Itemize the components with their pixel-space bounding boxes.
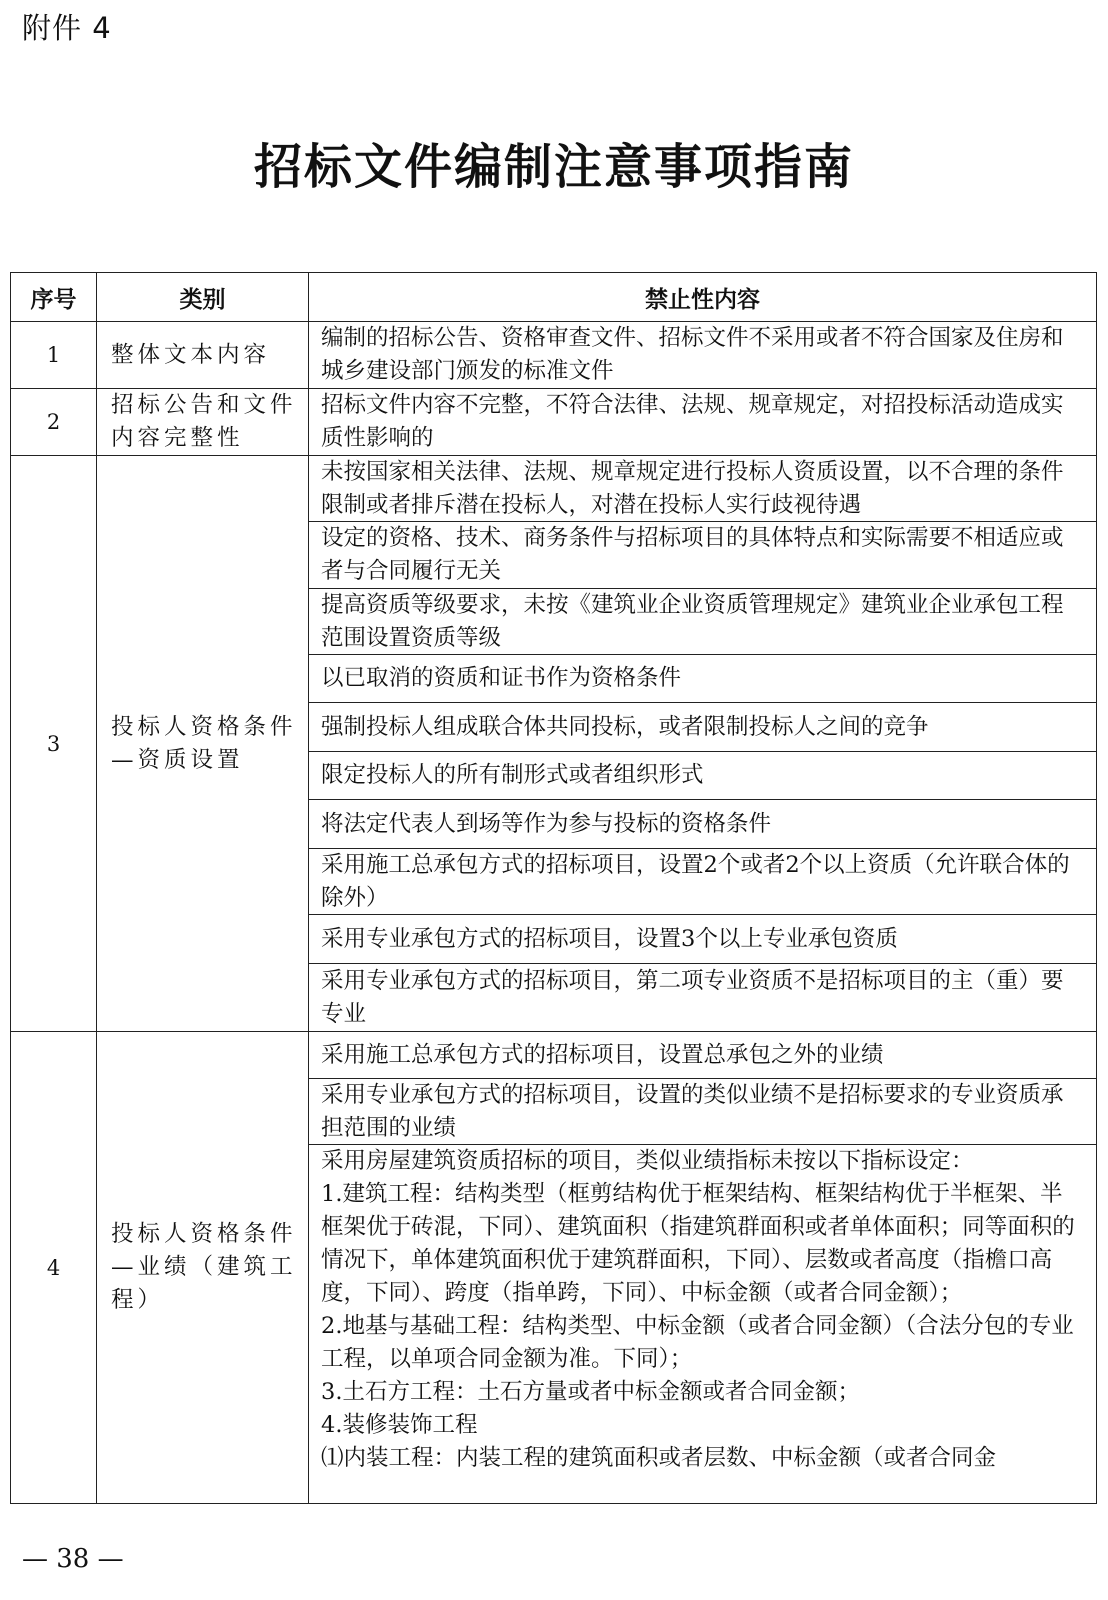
content-item: 将法定代表人到场等作为参与投标的资格条件	[309, 800, 1096, 849]
content-item-criteria	[309, 1145, 1096, 1503]
row-category: 整体文本内容	[97, 322, 309, 389]
criteria-intro: 采用房屋建筑资质招标的项目，类似业绩指标未按以下指标设定：	[321, 1148, 974, 1174]
content-item: 提高资质等级要求，未按《建筑业企业资质管理规定》建筑业企业承包工程范围设置资质等级	[309, 589, 1096, 655]
table-header-row	[11, 273, 1097, 322]
content-item: 采用专业承包方式的招标项目，设置3个以上专业承包资质	[309, 915, 1096, 964]
content-item: 设定的资格、技术、商务条件与招标项目的具体特点和实际需要不相适应或者与合同履行无关	[309, 522, 1096, 589]
row-category: 投标人资格条件—资质设置	[97, 456, 309, 1032]
page-title: 招标文件编制注意事项指南	[253, 139, 854, 195]
header-content: 禁止性内容	[309, 273, 1097, 322]
header-category: 类别	[97, 273, 309, 322]
row-category: 投标人资格条件—业绩（建筑工程）	[97, 1032, 309, 1504]
row-content-group	[309, 1032, 1097, 1504]
content-item: 限定投标人的所有制形式或者组织形式	[309, 752, 1096, 800]
table-row	[11, 389, 1097, 456]
row-category: 招标公告和文件内容完整性	[97, 389, 309, 456]
annex-label: 附件 4	[22, 11, 112, 45]
row-number: 3	[11, 456, 97, 1032]
row-number: 1	[11, 322, 97, 389]
content-item: 未按国家相关法律、法规、规章规定进行投标人资质设置，以不合理的条件限制或者排斥潜在投标人，对潜在投标人实行歧视待遇	[309, 456, 1096, 522]
content-item: 采用施工总承包方式的招标项目，设置2个或者2个以上资质（允许联合体的除外）	[309, 849, 1096, 915]
table-row	[11, 456, 1097, 1032]
table-row	[11, 1032, 1097, 1504]
criteria-line: 4.装修装饰工程	[321, 1412, 478, 1438]
content-item: 采用专业承包方式的招标项目，第二项专业资质不是招标项目的主（重）要专业	[321, 967, 1064, 1027]
row-number: 4	[11, 1032, 97, 1504]
table-row	[11, 322, 1097, 389]
content-item: 采用专业承包方式的招标项目，设置的类似业绩不是招标要求的专业资质承担范围的业绩	[309, 1079, 1096, 1145]
content-item: 采用施工总承包方式的招标项目，设置总承包之外的业绩	[309, 1032, 1096, 1079]
guideline-table	[10, 272, 1097, 1504]
page-number: — 38 —	[22, 1544, 124, 1574]
header-no: 序号	[11, 273, 97, 322]
row-content: 编制的招标公告、资格审查文件、招标文件不采用或者不符合国家及住房和城乡建设部门颁发的标准文件	[309, 322, 1097, 389]
row-number: 2	[11, 389, 97, 456]
criteria-line: 1.建筑工程：结构类型（框剪结构优于框架结构、框架结构优于半框架、半框架优于砖混，下同）、建筑面积（指建筑群面积或者单体面积；同等面积的情况下，单体建筑面积优于建筑群面积，下同）、层数或者高度（指檐口高度，下同）、跨度（指单跨，下同）、中标金额（或者合同金额）；	[321, 1181, 1075, 1306]
content-item: 强制投标人组成联合体共同投标，或者限制投标人之间的竞争	[309, 703, 1096, 752]
content-item: 以已取消的资质和证书作为资格条件	[309, 655, 1096, 703]
row-content-group	[309, 456, 1097, 1032]
criteria-line: 2.地基与基础工程：结构类型、中标金额（或者合同金额）（合法分包的专业工程，以单项合同金额为准。下同）；	[321, 1313, 1074, 1372]
row-content: 招标文件内容不完整，不符合法律、法规、规章规定，对招投标活动造成实质性影响的	[309, 389, 1097, 456]
criteria-line: 3.土石方工程：土石方量或者中标金额或者合同金额；	[321, 1379, 860, 1405]
criteria-line: ⑴内装工程：内装工程的建筑面积或者层数、中标金额（或者合同金	[321, 1445, 997, 1471]
